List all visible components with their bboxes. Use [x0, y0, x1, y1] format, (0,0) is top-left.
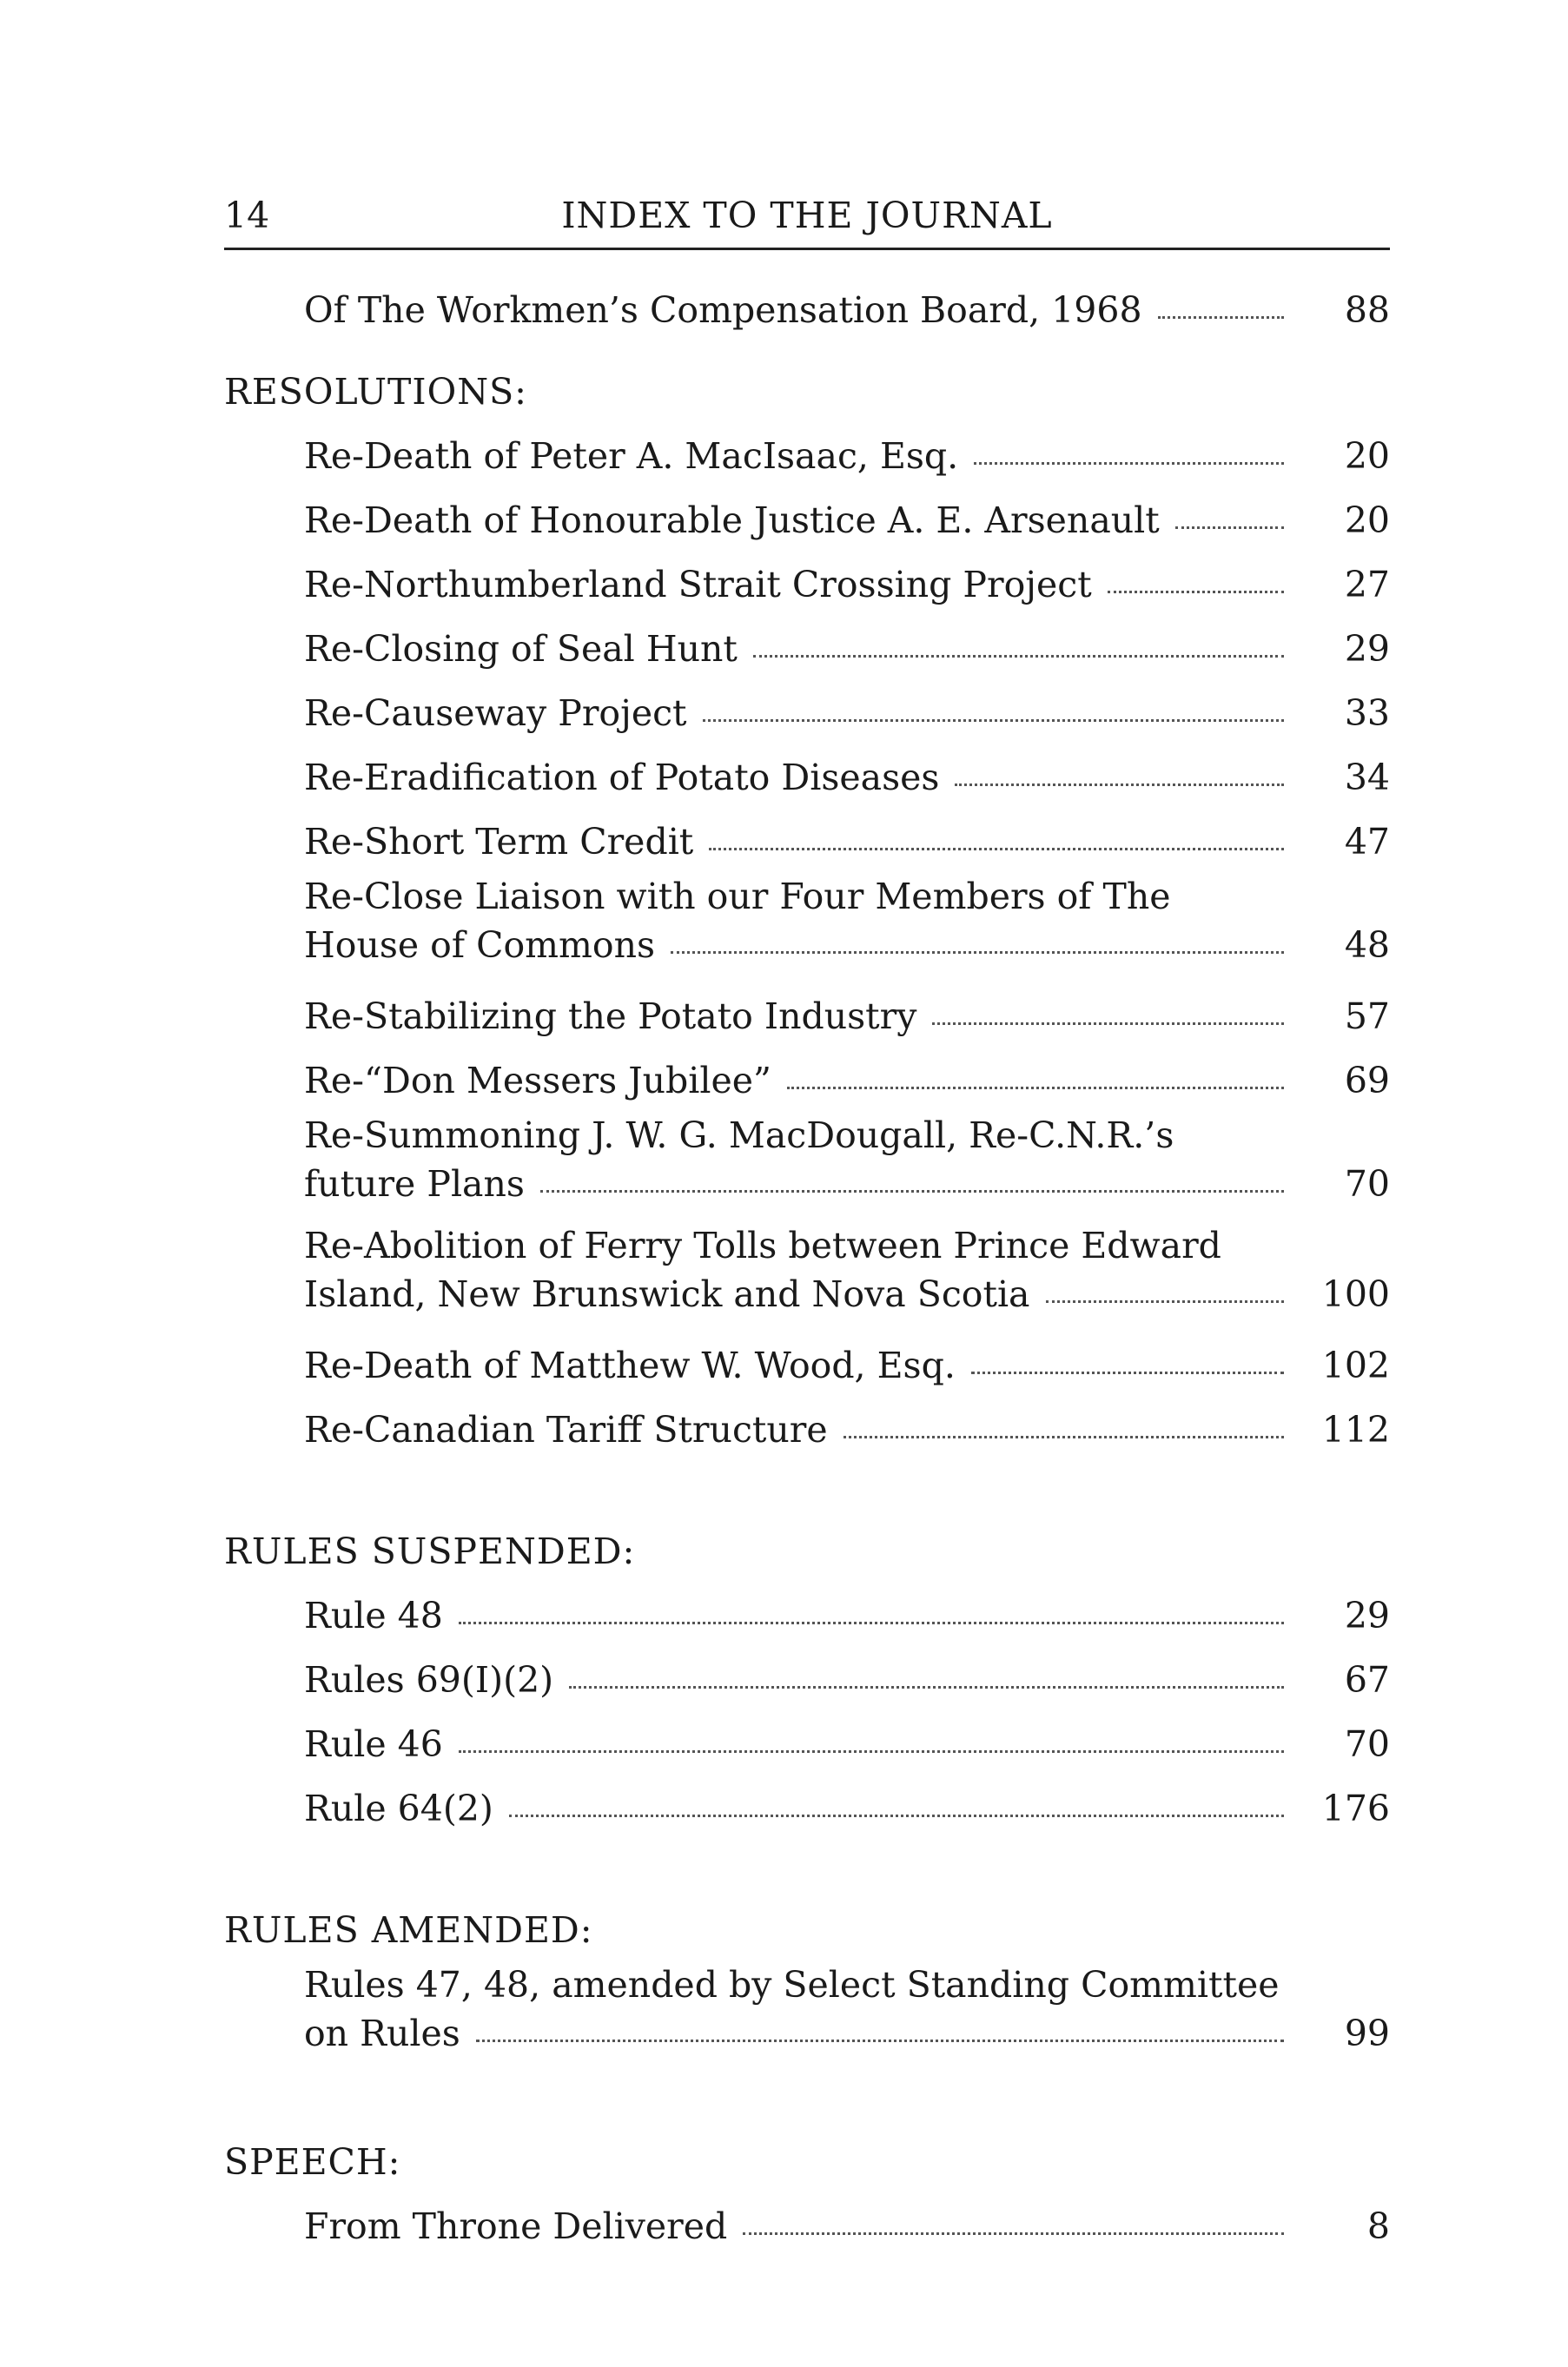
dot-leader	[1108, 591, 1284, 593]
entry-text: Re-Summoning J. W. G. MacDougall, Re-C.N.R.’s	[304, 1114, 1174, 1156]
entry-page-number: 8	[1366, 2205, 1390, 2247]
index-section	[224, 360, 1390, 1462]
entry-page-number: 27	[1344, 564, 1390, 605]
entry-page-number: 69	[1344, 1060, 1390, 1101]
entry-text: Rules 47, 48, amended by Select Standing Committee	[304, 1964, 1280, 2006]
dot-leader	[709, 848, 1284, 850]
dot-leader	[671, 951, 1284, 954]
entry-text: Rule 48	[304, 1595, 443, 1636]
index-sections	[224, 360, 1390, 2258]
entry-page-number: 48	[1344, 924, 1390, 966]
index-body	[224, 278, 1390, 2258]
entry-page-number: 20	[1344, 499, 1390, 541]
entry-text: future Plans	[304, 1163, 525, 1205]
dot-leader	[1046, 1300, 1285, 1303]
dot-leader	[1175, 526, 1284, 529]
dot-leader	[743, 2232, 1284, 2235]
index-entry	[304, 1776, 1390, 1841]
dot-leader	[540, 1190, 1284, 1193]
dot-leader	[932, 1022, 1284, 1025]
entry-text: Re-Close Liaison with our Four Members of The	[304, 876, 1171, 917]
entry-page-number: 102	[1321, 1345, 1390, 1386]
entry-page-number: 176	[1321, 1788, 1390, 1829]
entry-page-number: 112	[1321, 1409, 1390, 1451]
entry-page-number: 33	[1344, 692, 1390, 734]
dot-leader	[703, 719, 1284, 722]
entry-text: Re-Closing of Seal Hunt	[304, 628, 738, 670]
index-entry	[304, 874, 1390, 984]
entry-page-number: 70	[1344, 1163, 1390, 1205]
index-entry	[304, 1333, 1390, 1398]
dot-leader	[955, 783, 1284, 786]
entry-text: Re-Short Term Credit	[304, 821, 694, 863]
entry-page-number: 67	[1344, 1659, 1390, 1701]
index-entry	[304, 1712, 1390, 1776]
entry-text: Re-Death of Peter A. MacIsaac, Esq.	[304, 435, 959, 477]
dot-leader	[1158, 316, 1284, 319]
entry-page-number: 20	[1344, 435, 1390, 477]
entry-text: Re-Death of Matthew W. Wood, Esq.	[304, 1345, 956, 1386]
dot-leader	[787, 1087, 1284, 1089]
section-heading: SPEECH:	[224, 2141, 401, 2183]
section-heading: RULES AMENDED:	[224, 1909, 593, 1951]
entry-page-number: 47	[1344, 821, 1390, 863]
entry-page-number: 29	[1344, 1595, 1390, 1636]
entry-page-number: 88	[1344, 289, 1390, 331]
entry-text: Rule 64(2)	[304, 1788, 493, 1829]
index-entry	[304, 1962, 1390, 2073]
index-entry	[304, 1223, 1390, 1333]
entry-text: Rules 69(I)(2)	[304, 1659, 554, 1701]
entry-text: Island, New Brunswick and Nova Scotia	[304, 1273, 1030, 1315]
index-entry	[304, 1048, 1390, 1113]
index-entry	[304, 681, 1390, 745]
section-spacer	[224, 1841, 1390, 1898]
index-entry	[304, 2194, 1390, 2258]
entry-text: Re-Causeway Project	[304, 692, 687, 734]
entry-page-number: 34	[1344, 757, 1390, 798]
entry-text: Re-Abolition of Ferry Tolls between Prince Edward	[304, 1225, 1221, 1266]
dot-leader	[844, 1436, 1284, 1438]
entry-page-number: 100	[1321, 1273, 1390, 1315]
section-spacer	[224, 2073, 1390, 2130]
section-heading: RULES SUSPENDED:	[224, 1531, 636, 1572]
index-entry	[304, 1113, 1390, 1223]
index-entry	[304, 424, 1390, 488]
entry-text: on Rules	[304, 2013, 460, 2054]
page-number: 14	[224, 195, 270, 236]
index-entry	[304, 552, 1390, 617]
index-entry	[304, 1584, 1390, 1648]
index-entry	[304, 1648, 1390, 1712]
dot-leader	[476, 2040, 1284, 2042]
entry-page-number: 99	[1344, 2013, 1390, 2054]
index-section	[224, 2073, 1390, 2258]
index-section	[224, 1462, 1390, 1841]
page-header	[224, 189, 1390, 241]
entry-text: Rule 46	[304, 1723, 443, 1765]
entry-text: Re-Eradification of Potato Diseases	[304, 757, 940, 798]
index-entry	[304, 488, 1390, 552]
dot-leader	[459, 1750, 1284, 1753]
entry-text: Re-“Don Messers Jubilee”	[304, 1060, 772, 1101]
entry-text: Re-Canadian Tariff Structure	[304, 1409, 828, 1451]
entry-text: Re-Death of Honourable Justice A. E. Arsenault	[304, 499, 1160, 541]
index-entry	[304, 810, 1390, 874]
entry-text: From Throne Delivered	[304, 2205, 728, 2247]
header-rule	[224, 248, 1390, 250]
entry-text: Of The Workmen’s Compensation Board, 1968	[304, 289, 1142, 331]
entry-text: Re-Stabilizing the Potato Industry	[304, 995, 917, 1037]
entry-text: House of Commons	[304, 924, 656, 966]
entry-page-number: 57	[1344, 995, 1390, 1037]
running-title: INDEX TO THE JOURNAL	[561, 195, 1053, 236]
section-heading: RESOLUTIONS:	[224, 371, 527, 413]
index-entry	[304, 1398, 1390, 1462]
index-entry	[304, 745, 1390, 810]
dot-leader	[509, 1815, 1284, 1817]
entry-page-number: 29	[1344, 628, 1390, 670]
dot-leader	[974, 462, 1284, 465]
index-entry-continued	[304, 278, 1390, 342]
entry-text: Re-Northumberland Strait Crossing Project	[304, 564, 1092, 605]
section-spacer	[224, 1462, 1390, 1519]
dot-leader	[753, 655, 1284, 658]
entry-page-number: 70	[1344, 1723, 1390, 1765]
index-entry	[304, 984, 1390, 1048]
dot-leader	[971, 1372, 1284, 1374]
dot-leader	[569, 1686, 1284, 1689]
index-entry	[304, 617, 1390, 681]
index-section	[224, 1841, 1390, 2073]
dot-leader	[459, 1622, 1284, 1624]
